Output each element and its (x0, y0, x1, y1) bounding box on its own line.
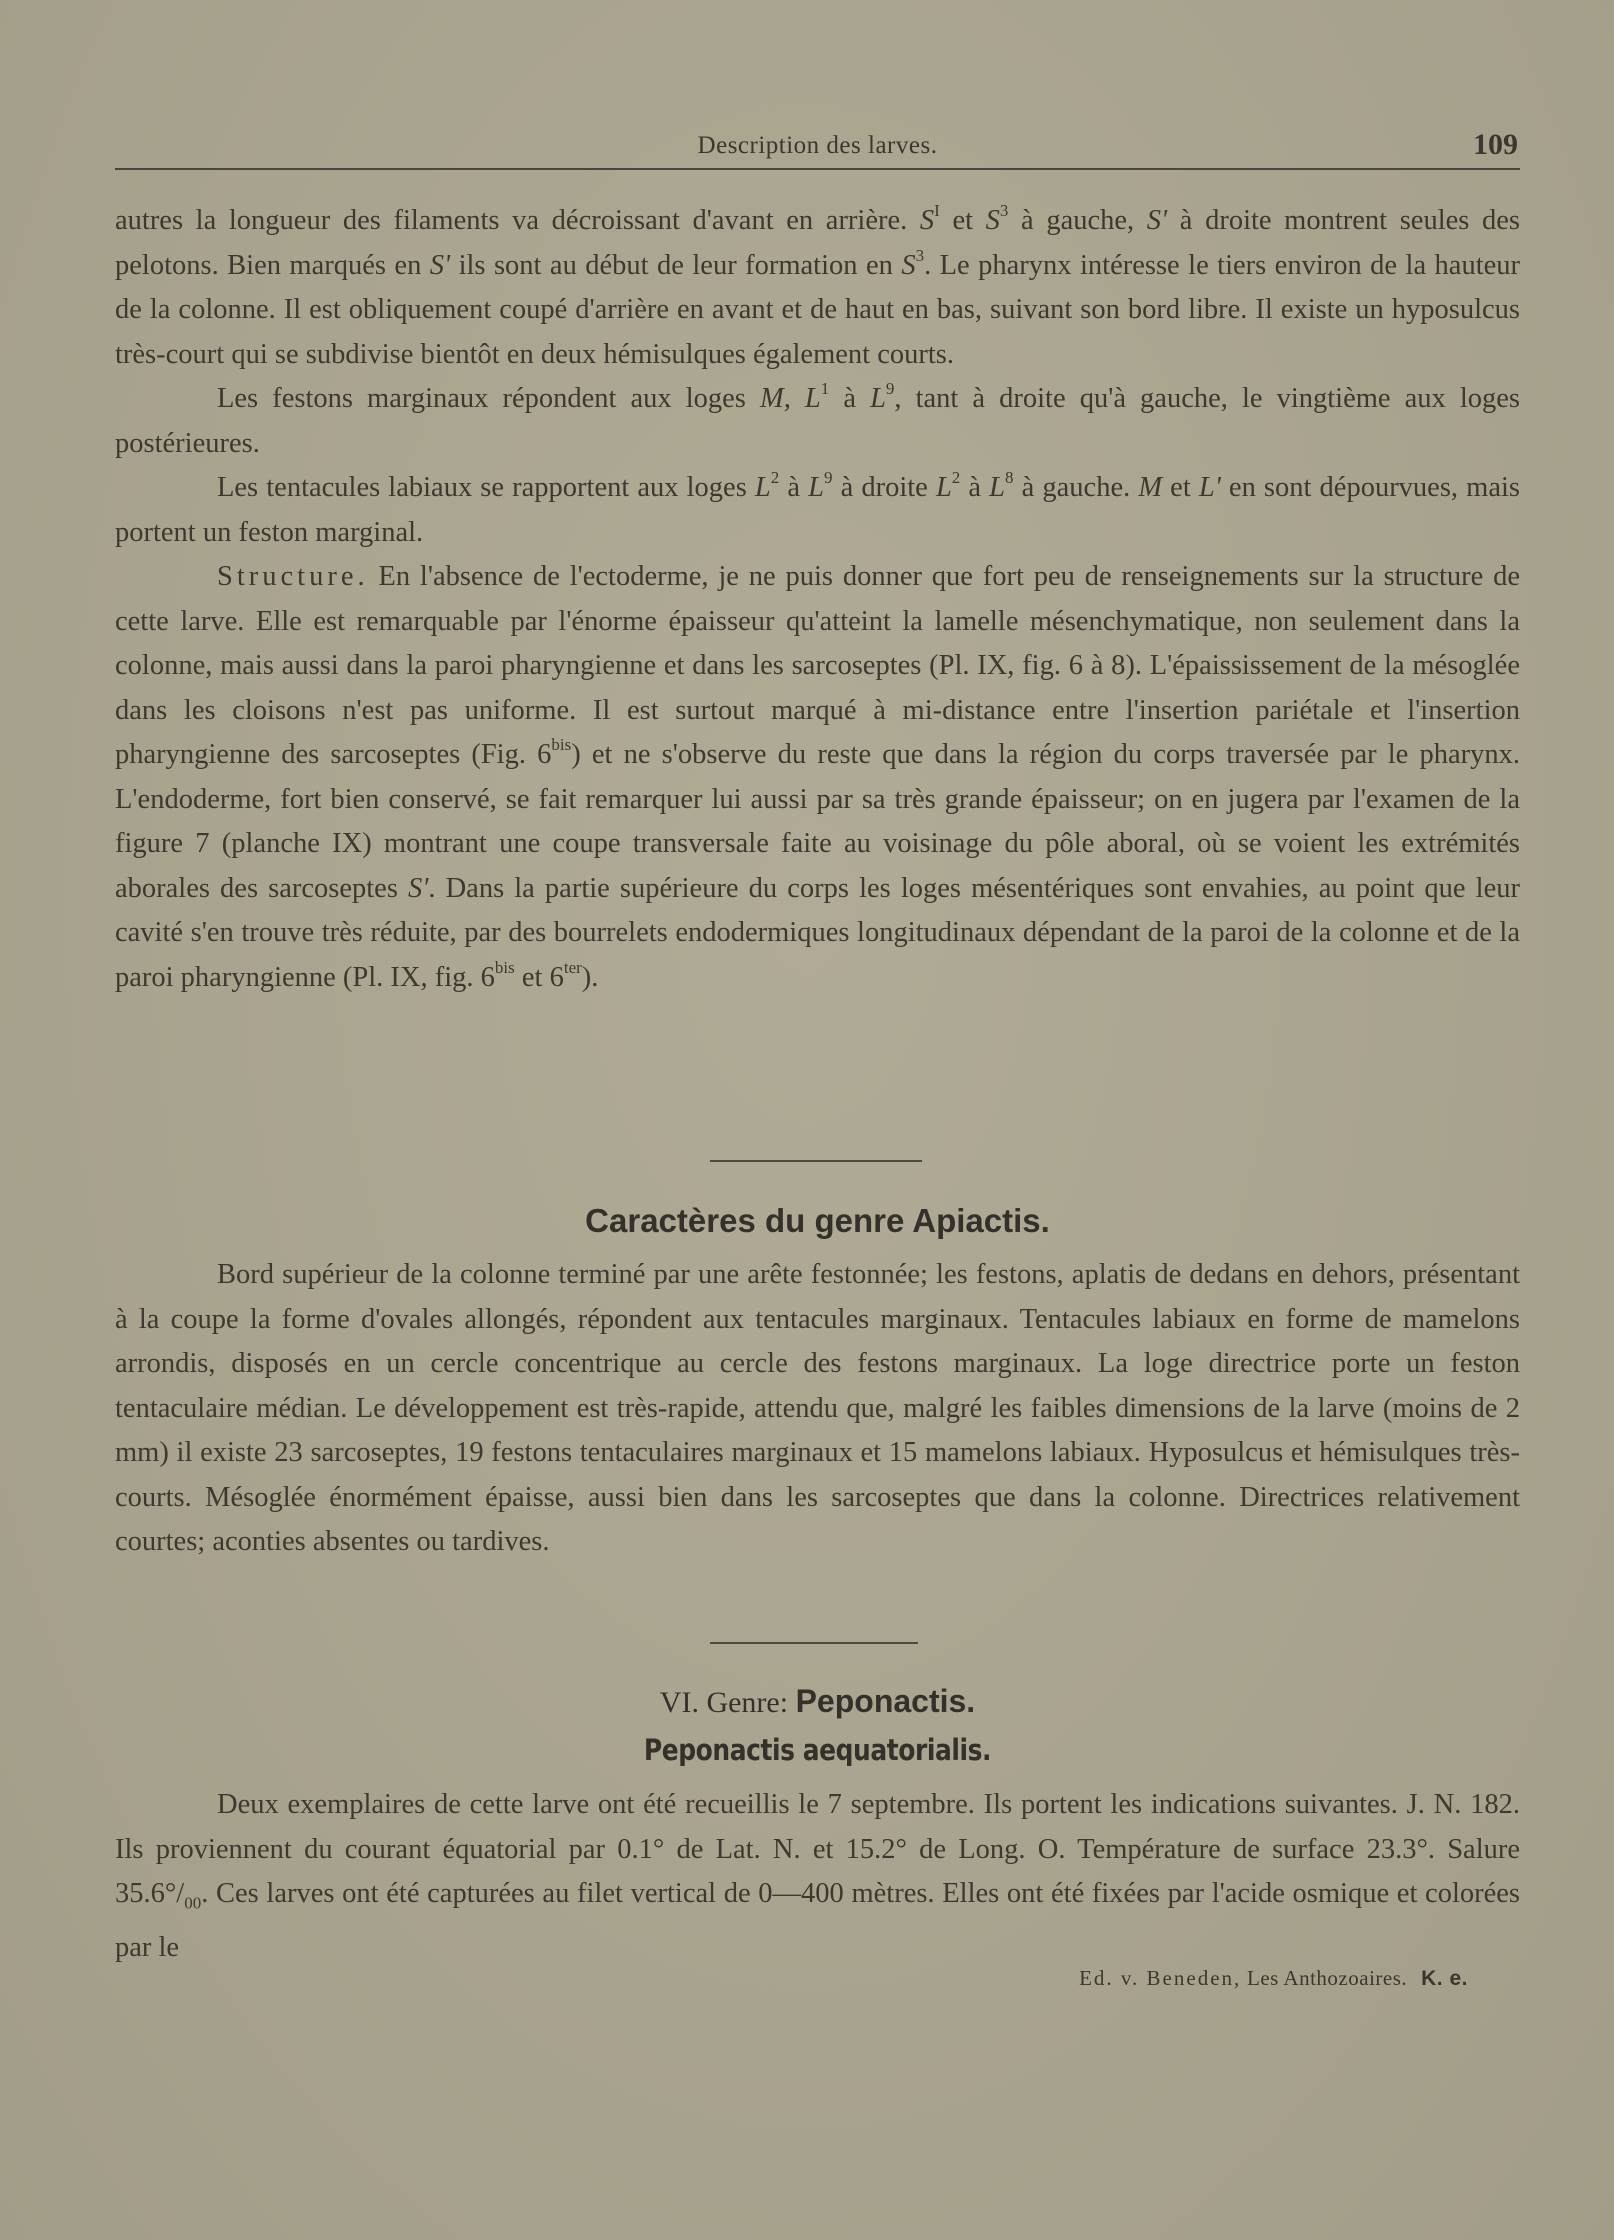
author: Ed. v. Beneden, (1079, 1966, 1242, 1990)
paragraph: Bord supérieur de la colonne terminé par une arête festonnée; les festons, aplatis de dedans en dehors, présentant à la coupe la forme d'ovales allongés, répondent aux tentacules marginaux. Tentacules labiaux en forme de mamelons arrondis, disposés en un cercle concentrique au cercle des festons marginaux. La loge directrice porte un feston tentaculaire médian. Le développement est très-rapide, attendu que, malgré les faibles dimensions de la larve (moins de 2 mm) il existe 23 sarcoseptes, 19 festons tentaculaires marginaux et 15 mamelons labiaux. Hyposulcus et hémisulques très-courts. Mésoglée énormément épaisse, aussi bien dans les sarcoseptes que dans la colonne. Directrices relativement courtes; aconties absentes ou tardives. (115, 1259, 1520, 1557)
signature-mark: K. e. (1421, 1967, 1468, 1990)
section-divider (710, 1160, 922, 1162)
section-heading: Caractères du genre Apiactis. (585, 1202, 1050, 1239)
paragraph: Les festons marginaux répondent aux loges M, $L^1$ à $L^9$, tant à droite qu'à gauche, le vingtième aux loges postérieures. (115, 379, 1520, 459)
paragraph: Deux exemplaires de cette larve ont été recueillis le 7 septembre. Ils portent les indications suivantes. J. N. 182. Ils proviennent du courant équatorial par 0.1° de Lat. N. et 15.2° de Long. O. Température de surface 23.3°. Salure $35.6^\circ/_{00}$. Ces larves ont été capturées au filet vertical de 0—400 mètres. Elles ont été fixées par l'acide osmique et colorées par le (115, 1789, 1520, 1964)
genus-name: Peponactis. (795, 1683, 976, 1719)
paragraph: Structure. En l'absence de l'ectoderme, je ne puis donner que fort peu de renseignements sur la structure de cette larve. Elle est remarquable par l'énorme épaisseur qu'atteint la lamelle mésenchymatique, non seulement dans la colonne, mais aussi dans la paroi pharyngienne et dans les sarcoseptes (Pl. IX, fig. 6 à 8). L'épaississement de la mésoglée dans les cloisons n'est pas uniforme. Il est surtout marqué à mi-distance entre l'insertion pariétale et l'insertion pharyngienne des sarcoseptes (Fig. $6^{bis}$) et ne s'observe du reste que dans la région du corps traversée par le pharynx. L'endoderme, fort bien conservé, se fait remarquer lui aussi par sa très grande épaisseur; on en jugera par l'examen de la figure 7 (planche IX) montrant une coupe transversale faite au voisinage du pôle aboral, où se voient les extrémités aborales des sarcoseptes S'. Dans la partie supérieure du corps les loges mésentériques sont envahies, au point que leur cavité s'en trouve très réduite, par des bourrelets endodermiques longitudinaux dépendant de la paroi de la colonne et de la paroi pharyngienne (Pl. IX, fig. $6^{bis}$ et $6^{ter}$). (115, 561, 1520, 993)
paragraph: Les tentacules labiaux se rapportent aux loges $L^2$ à $L^9$ à droite $L^2$ à $L^8$ à gauche. M et L' en sont dépourvues, mais portent un feston marginal. (115, 468, 1520, 548)
signature-line (1079, 1966, 1468, 1991)
genus-label: VI. Genre: (659, 1686, 796, 1719)
section-divider (710, 1642, 918, 1644)
paragraph: autres la longueur des filaments va décroissant d'avant en arrière. $S^I$ et $S^3$ à gauche, S' à droite montrent seules des pelotons. Bien marqués en S' ils sont au début de leur formation en $S^3$. Le pharynx intéresse le tiers environ de la hauteur de la colonne. Il est obliquement coupé d'arrière en avant et de haut en bas, suivant son bord libre. Il existe un hyposulcus très-court qui se subdivise bientôt en deux hémisulques également courts. (115, 201, 1521, 370)
species-heading: Peponactis aequatorialis. (643, 1733, 992, 1767)
work-title: Les Anthozoaires. (1241, 1966, 1408, 1990)
section-larva-description (115, 199, 1520, 1000)
section-genus-characters (115, 1253, 1520, 1565)
page-number: 109 (1473, 128, 1518, 161)
genus-heading (115, 1683, 1520, 1720)
running-header (115, 128, 1520, 170)
section-species-description (115, 1783, 1520, 1971)
running-title: Description des larves. (697, 132, 938, 159)
